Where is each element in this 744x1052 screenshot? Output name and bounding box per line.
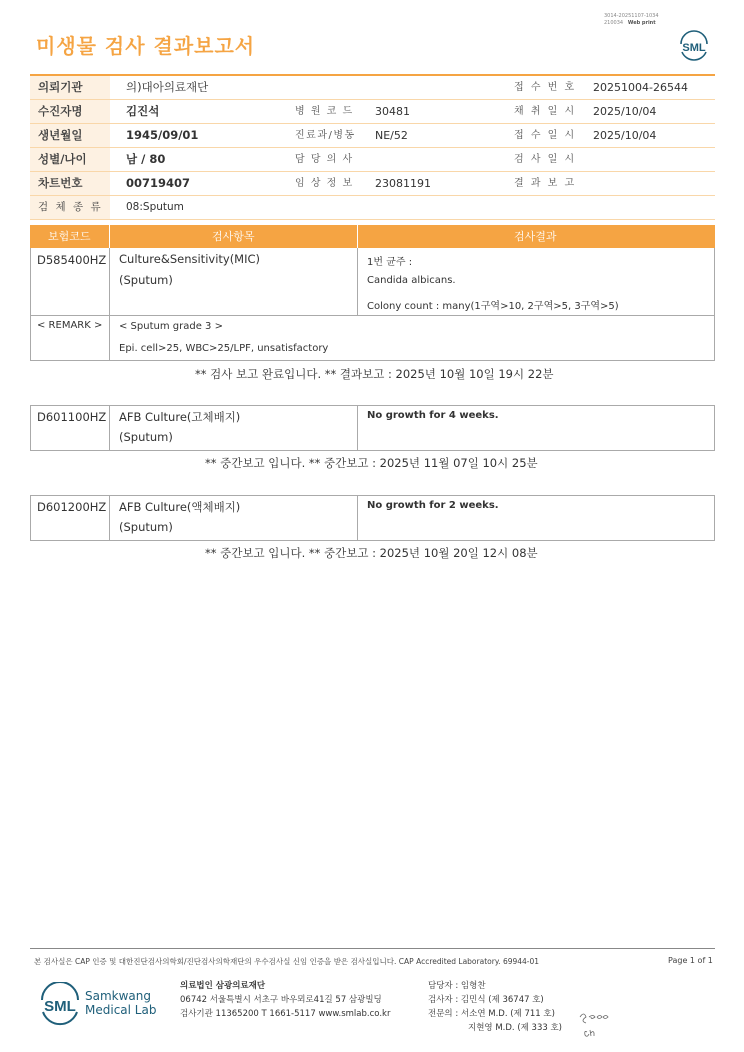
report-status-note: ** 중간보고 입니다. ** 중간보고 : 2025년 10월 20일 12시 08분 <box>205 546 538 560</box>
staff-tester-label: 검사자 : <box>428 995 459 1005</box>
staff-specialist-name-2: 지현영 M.D. (제 333 호) <box>468 1023 563 1033</box>
patient-info-table <box>30 74 715 220</box>
label-sex-age: 성별/나이 <box>34 148 110 171</box>
signature-image <box>577 1008 611 1040</box>
label-patient-name: 수진자명 <box>34 100 110 123</box>
staff-manager-label: 담당자 : <box>428 981 459 991</box>
label-birth-date: 생년월일 <box>34 124 110 147</box>
samkwang-logo <box>38 982 158 1028</box>
sml-logo <box>676 28 712 64</box>
test-item-specimen: (Sputum) <box>119 430 173 444</box>
logo-line-medical-lab: Medical Lab <box>85 1003 157 1017</box>
result-block-afb-liquid <box>30 495 715 541</box>
info-row <box>30 74 715 100</box>
org-contact: 검사기관 11365200 T 1661-5117 www.smlab.co.kr <box>180 1009 391 1019</box>
label-receipt-number: 접 수 번 호 <box>514 82 577 93</box>
value-specimen-type: 08:Sputum <box>126 201 184 213</box>
label-hospital-code: 병 원 코 드 <box>295 106 354 117</box>
report-status-note: ** 중간보고 입니다. ** 중간보고 : 2025년 11월 07일 10시 25분 <box>205 456 538 470</box>
result-organism: Candida albicans. <box>367 275 456 286</box>
label-clinical-info: 임 상 정 보 <box>295 178 354 189</box>
label-result-report: 결 과 보 고 <box>514 178 577 189</box>
logo-line-samkwang: Samkwang <box>85 989 151 1003</box>
remark-detail: Epi. cell>25, WBC>25/LPF, unsatisfactory <box>119 343 329 354</box>
value-sex-age: 남 / 80 <box>126 152 166 166</box>
page-number: Page 1 of 1 <box>668 956 713 965</box>
svg-text:SML: SML <box>682 42 706 54</box>
label-physician: 담 당 의 사 <box>295 154 354 165</box>
info-row <box>30 172 715 196</box>
org-address: 06742 서울특별시 서초구 바우뫼로41길 57 삼광빌딩 <box>180 995 382 1005</box>
staff-manager-name: 임형찬 <box>460 981 486 991</box>
label-specimen-type: 검 체 종 류 <box>34 196 110 219</box>
label-chart-number: 차트번호 <box>34 172 110 195</box>
value-receipt-number: 20251004-26544 <box>593 81 688 94</box>
value-chart-number: 00719407 <box>126 176 191 190</box>
test-item-name: AFB Culture(고체배지) <box>119 410 241 424</box>
value-department: NE/52 <box>375 129 408 142</box>
insurance-code: D601100HZ <box>37 410 107 424</box>
insurance-code: D585400HZ <box>37 253 107 267</box>
label-receipt-date: 접 수 일 시 <box>514 130 577 141</box>
value-requesting-institution: 의)대아의료재단 <box>126 80 209 94</box>
report-status-note: ** 검사 보고 완료입니다. ** 결과보고 : 2025년 10월 10일 19시 22분 <box>195 367 554 381</box>
value-receipt-date: 2025/10/04 <box>593 129 657 142</box>
staff-tester-name: 김민식 (제 36747 호) <box>460 995 544 1005</box>
result-block-afb-solid <box>30 405 715 451</box>
label-test-date: 검 사 일 시 <box>514 154 577 165</box>
label-collection-date: 채 취 일 시 <box>514 106 577 117</box>
staff-specialist-label: 전문의 : <box>428 1009 459 1019</box>
print-id-note: 3014-20251107-1034 210034 Web print <box>604 13 659 26</box>
test-item-name: AFB Culture(액체배지) <box>119 500 241 514</box>
result-block-culture <box>30 248 715 361</box>
value-patient-name: 김진석 <box>126 104 160 118</box>
result-text: No growth for 2 weeks. <box>367 500 499 511</box>
info-row <box>30 196 715 220</box>
label-requesting-institution: 의뢰기관 <box>34 76 110 99</box>
value-birth-date: 1945/09/01 <box>126 128 199 142</box>
test-item-name: Culture&Sensitivity(MIC) <box>119 252 261 266</box>
svg-text:SML: SML <box>44 998 76 1015</box>
accreditation-note: 본 검사실은 CAP 인증 및 대한진단검사의학회/진단검사의학재단의 우수검사실 신임 인증을 받은 검사실입니다. CAP Accredited Laboratory. 69944-01 <box>34 957 540 966</box>
info-row <box>30 124 715 148</box>
test-item-specimen: (Sputum) <box>119 273 173 287</box>
org-name: 의료법인 삼광의료재단 <box>180 981 266 991</box>
label-department: 진료과/병동 <box>295 130 356 141</box>
info-row <box>30 100 715 124</box>
remark-label: < REMARK > <box>37 320 103 331</box>
report-title: 미생물 검사 결과보고서 <box>36 34 256 58</box>
staff-specialist-name-1: 서소연 M.D. (제 711 호) <box>460 1009 555 1019</box>
value-hospital-code: 30481 <box>375 105 410 118</box>
sml-logo-mark <box>38 982 82 1028</box>
results-header <box>30 225 715 248</box>
remark-grade: < Sputum grade 3 > <box>119 321 223 332</box>
header-test-result: 검사결과 <box>514 230 557 243</box>
org-info <box>180 979 390 1021</box>
header-test-item: 검사항목 <box>212 230 255 243</box>
footer-divider <box>30 948 715 949</box>
info-row <box>30 148 715 172</box>
value-collection-date: 2025/10/04 <box>593 105 657 118</box>
result-text: No growth for 4 weeks. <box>367 410 499 421</box>
staff-info <box>428 979 562 1035</box>
result-colony-count: Colony count : many(1구역>10, 2구역>5, 3구역>5) <box>367 301 619 312</box>
insurance-code: D601200HZ <box>37 500 107 514</box>
result-strain-label: 1번 균주 : <box>367 257 413 268</box>
header-insurance-code: 보험코드 <box>48 230 91 243</box>
test-item-specimen: (Sputum) <box>119 520 173 534</box>
value-clinical-info: 23081191 <box>375 177 431 190</box>
